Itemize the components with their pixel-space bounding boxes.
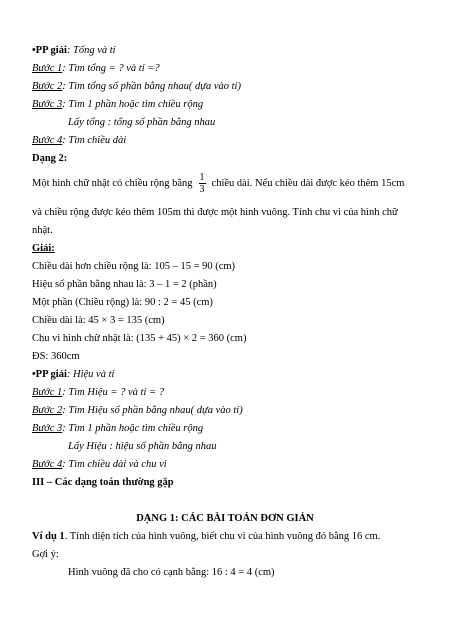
answer-line: ĐS: 360cm: [32, 351, 80, 362]
problem-line-2: và chiều rộng được kéo thêm 105m thì được một hình vuông. Tính chu vi của hình chữ: [32, 207, 398, 218]
step-label: Bước 2: [32, 405, 63, 416]
step-line: [32, 458, 432, 471]
step-text: : Tìm 1 phần hoặc tìm chiều rộng: [62, 423, 204, 434]
step-line: [32, 80, 432, 93]
fraction-denominator: 3: [199, 184, 205, 196]
step-label: Bước 3: [32, 423, 63, 434]
hint-label: Gợi ý:: [32, 549, 59, 560]
solution-line: Hiệu số phần bằng nhau là: 3 – 1 = 2 (phần): [32, 279, 217, 290]
solution-line: Chiều dài là: 45 × 3 = 135 (cm): [32, 315, 165, 326]
step-label: Bước 4: [32, 135, 63, 146]
method-heading-label: •PP giải: [32, 369, 67, 380]
example-1-line: [32, 530, 432, 543]
problem-line: [32, 172, 432, 196]
step-text: : Tìm chiều dài và chu vi: [62, 459, 167, 470]
solution-line: Chiều dài hơn chiều rộng là: 105 – 15 = 90 (cm): [32, 261, 236, 272]
step-text: : Tìm tổng = ? và tỉ =?: [62, 63, 160, 74]
step-line: [32, 422, 432, 435]
step-label: Bước 2: [32, 81, 63, 92]
step-text: : Tìm Hiệu = ? và tỉ = ?: [62, 387, 164, 398]
method-heading-text: : Tổng và tỉ: [66, 45, 116, 56]
step-line: [32, 98, 432, 111]
problem-text-after: chiều dài. Nếu chiều dài được kéo thêm 15cm: [211, 178, 405, 189]
method-heading-label: •PP giải: [32, 45, 67, 56]
step-label: Bước 4: [32, 459, 63, 470]
method-heading-text: : Hiệu và tỉ: [66, 369, 115, 380]
step-label: Bước 1: [32, 387, 63, 398]
problem-line-3: nhật.: [32, 225, 53, 236]
step-line: [32, 134, 432, 147]
problem-text-before: Một hình chữ nhật có chiều rộng bằng: [32, 178, 193, 189]
example-label: Ví dụ 1: [32, 531, 65, 542]
step-label: Bước 3: [32, 99, 63, 110]
form-1-title: DẠNG 1: CÁC BÀI TOÁN ĐƠN GIẢN: [136, 513, 314, 524]
step-subline: [68, 116, 450, 129]
step-subline: [68, 440, 450, 453]
method-heading-sum-ratio: [32, 44, 432, 57]
solution-label: Giải:: [32, 243, 55, 254]
solution-line: Chu vi hình chữ nhật là: (135 + 45) × 2 = 360 (cm): [32, 333, 247, 344]
form-2-heading: Dạng 2:: [32, 153, 68, 164]
step-line: [32, 62, 432, 75]
solution-line: Một phần (Chiều rộng) là: 90 : 2 = 45 (cm): [32, 297, 213, 308]
step-text: : Tìm chiều dài: [62, 135, 127, 146]
step-text: : Tìm Hiệu số phần bằng nhau( dựa vào tỉ): [62, 405, 243, 416]
step-text: Lấy tổng : tổng số phần bằng nhau: [68, 117, 216, 128]
section-heading: III – Các dạng toán thường gặp: [32, 477, 174, 488]
step-line: [32, 386, 432, 399]
step-text: Lấy Hiệu : hiệu số phần bằng nhau: [68, 441, 217, 452]
step-text: : Tìm 1 phần hoặc tìm chiều rộng: [62, 99, 204, 110]
step-text: : Tìm tổng số phần bằng nhau( dựa vào tỉ): [62, 81, 241, 92]
fraction-numerator: 1: [199, 172, 205, 184]
step-line: [32, 404, 432, 417]
fraction-one-third: [199, 172, 206, 195]
step-label: Bước 1: [32, 63, 63, 74]
method-heading-difference-ratio: [32, 368, 432, 381]
example-text: . Tính diện tích của hình vuông, biết chu vi của hình vuông đó bằng 16 cm.: [64, 531, 381, 542]
hint-line: Hình vuông đã cho có cạnh bằng: 16 : 4 = 4 (cm): [68, 567, 275, 578]
